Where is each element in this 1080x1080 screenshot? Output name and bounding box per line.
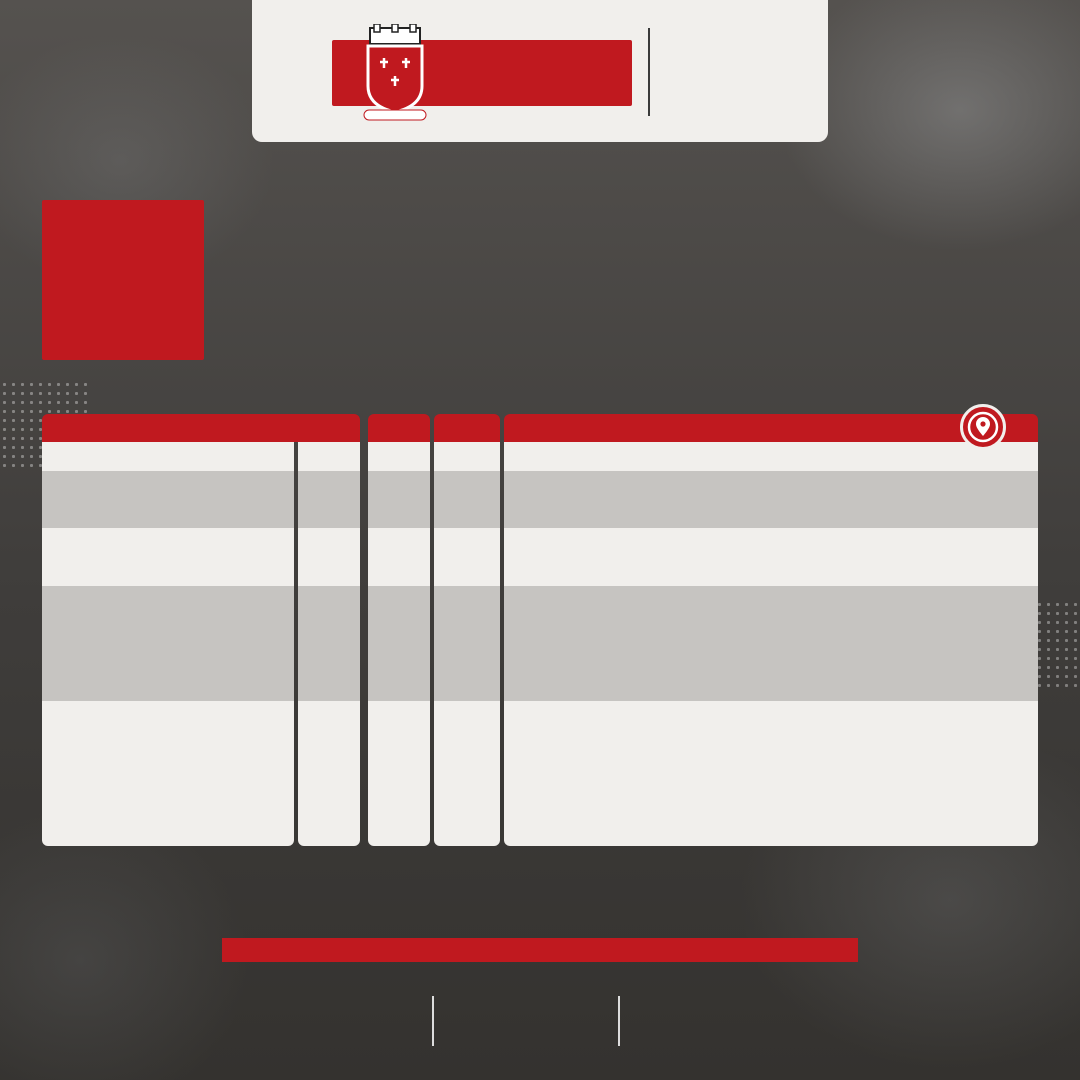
row-stripe	[504, 471, 1038, 529]
header-bairro	[42, 414, 360, 442]
location-pin-icon	[960, 404, 1006, 450]
row-stripe	[298, 586, 360, 701]
row-stripe	[368, 471, 430, 529]
header-sexo	[368, 414, 430, 442]
row-stripe	[504, 586, 1038, 701]
column-idade	[434, 442, 500, 846]
cases-box	[42, 200, 204, 360]
row-stripe	[42, 586, 294, 701]
contact-divider	[432, 996, 434, 1046]
header-divider	[648, 28, 650, 116]
row-stripe	[434, 586, 500, 701]
column-bairro	[42, 442, 294, 846]
column-sexo	[368, 442, 430, 846]
cases-table	[42, 414, 1038, 846]
column-endereco	[504, 442, 1038, 846]
contact-divider	[618, 996, 620, 1046]
row-stripe	[42, 471, 294, 529]
header-idade	[434, 414, 500, 442]
crest-icon	[362, 24, 428, 124]
notice-banner	[222, 938, 858, 962]
row-stripe	[298, 471, 360, 529]
header-card	[252, 0, 828, 142]
header-endereco	[504, 414, 1038, 442]
row-stripe	[434, 471, 500, 529]
row-stripe	[368, 586, 430, 701]
column-confirmados	[298, 442, 360, 846]
